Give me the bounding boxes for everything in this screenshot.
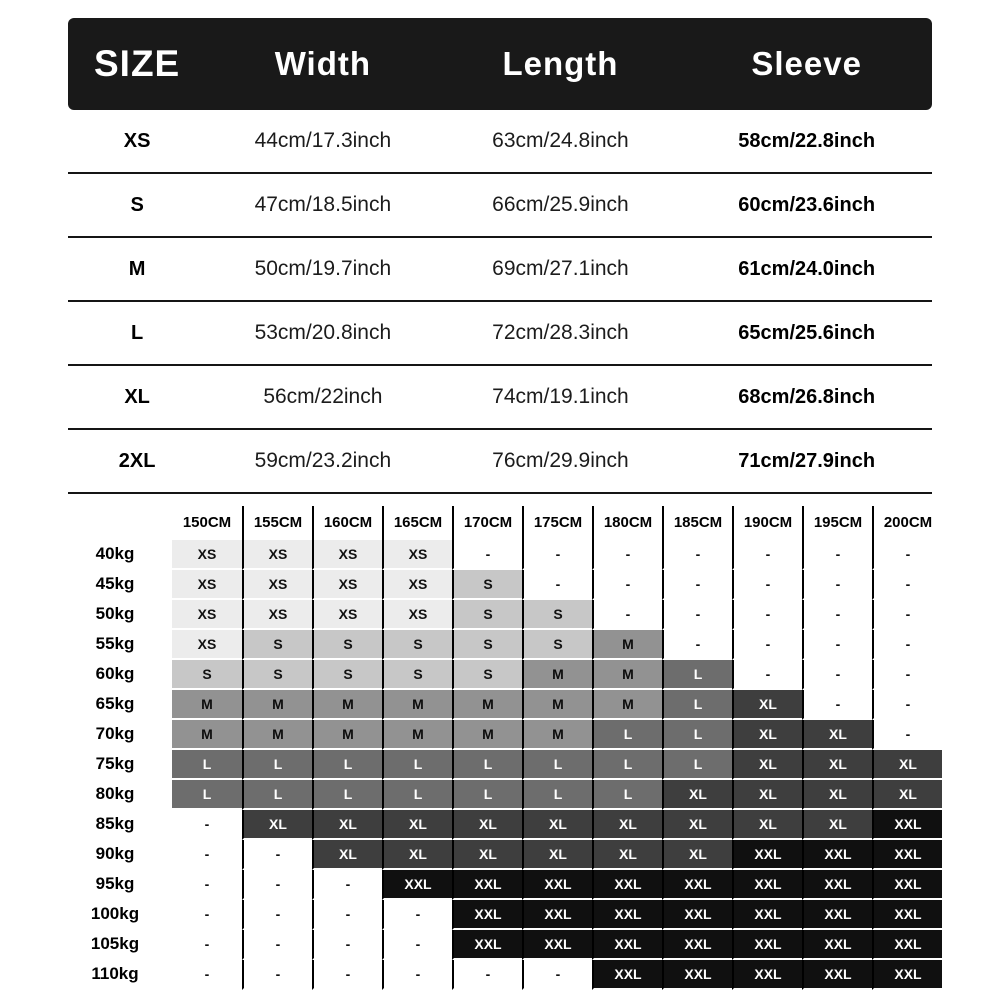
fit-cell-size-XS: XS: [242, 600, 312, 630]
fit-cell-size-L: L: [662, 660, 732, 690]
corner-cell: [58, 506, 172, 540]
fit-cell-empty: -: [242, 870, 312, 900]
fit-cell-empty: -: [172, 930, 242, 960]
size-row-XL: [68, 366, 932, 430]
fit-cell-size-M: M: [242, 690, 312, 720]
sleeve-value: 58cm/22.8inch: [738, 129, 876, 152]
size-label: L: [131, 321, 144, 344]
weight-label-80kg: 80kg: [58, 780, 172, 810]
size-row-M: [68, 238, 932, 302]
size-label: M: [128, 257, 146, 280]
header-sleeve-label: Sleeve: [751, 45, 862, 82]
fit-cell-size-XL: XL: [592, 810, 662, 840]
height-header-150cm: 150CM: [182, 514, 232, 531]
fit-cell-size-L: L: [242, 750, 312, 780]
fit-cell-size-M: M: [522, 690, 592, 720]
fit-cell-size-S: S: [382, 630, 452, 660]
fit-cell-size-XL: XL: [662, 810, 732, 840]
fit-cell-size-XL: XL: [732, 720, 802, 750]
height-weight-size-matrix: [58, 506, 942, 990]
size-label: S: [130, 193, 144, 216]
fit-cell-size-XXL: XXL: [802, 960, 872, 990]
fit-cell-size-M: M: [382, 690, 452, 720]
fit-cell-size-XL: XL: [312, 810, 382, 840]
fit-cell-empty: -: [242, 930, 312, 960]
fit-cell-empty: -: [872, 630, 942, 660]
fit-cell-empty: -: [312, 930, 382, 960]
fit-cell-size-XXL: XXL: [872, 960, 942, 990]
fit-cell-empty: -: [872, 690, 942, 720]
fit-row-50kg: [58, 600, 942, 630]
fit-cell-size-XS: XS: [172, 630, 242, 660]
fit-cell-size-XS: XS: [172, 570, 242, 600]
fit-row-60kg: [58, 660, 942, 690]
fit-cell-empty: -: [802, 600, 872, 630]
fit-cell-empty: -: [242, 900, 312, 930]
header-length-label: Length: [502, 45, 619, 82]
weight-label-60kg: 60kg: [58, 660, 172, 690]
fit-cell-size-XS: XS: [382, 540, 452, 570]
fit-cell-size-XXL: XXL: [872, 870, 942, 900]
fit-row-105kg: [58, 930, 942, 960]
fit-cell-empty: -: [732, 540, 802, 570]
fit-cell-size-L: L: [242, 780, 312, 810]
fit-cell-empty: -: [242, 960, 312, 990]
fit-cell-size-XS: XS: [242, 540, 312, 570]
sleeve-value: 65cm/25.6inch: [738, 321, 876, 344]
sleeve-value: 61cm/24.0inch: [738, 257, 876, 280]
fit-cell-size-L: L: [312, 780, 382, 810]
fit-cell-empty: -: [172, 960, 242, 990]
fit-cell-size-L: L: [662, 720, 732, 750]
size-label: XS: [123, 129, 151, 152]
height-header-190cm: 190CM: [732, 506, 802, 540]
fit-cell-empty: -: [732, 570, 802, 600]
fit-cell-empty: -: [802, 570, 872, 600]
weight-label-90kg: 90kg: [58, 840, 172, 870]
length-value: 74cm/19.1inch: [492, 385, 629, 408]
fit-cell-size-XXL: XXL: [592, 930, 662, 960]
fit-row-95kg: [58, 870, 942, 900]
fit-cell-empty: -: [522, 960, 592, 990]
width-value: 59cm/23.2inch: [254, 449, 392, 472]
fit-cell-size-XS: XS: [382, 600, 452, 630]
fit-cell-size-S: S: [522, 630, 592, 660]
fit-cell-size-L: L: [592, 750, 662, 780]
fit-cell-size-XXL: XXL: [802, 840, 872, 870]
fit-cell-empty: -: [172, 900, 242, 930]
fit-cell-size-XXL: XXL: [662, 900, 732, 930]
height-header-180cm: 180CM: [592, 506, 662, 540]
fit-cell-empty: -: [382, 900, 452, 930]
fit-cell-size-XXL: XXL: [522, 870, 592, 900]
fit-cell-size-XL: XL: [872, 780, 942, 810]
fit-cell-size-XXL: XXL: [522, 900, 592, 930]
header-size-label: SIZE: [93, 43, 181, 84]
fit-cell-size-XXL: XXL: [592, 870, 662, 900]
fit-cell-size-XXL: XXL: [732, 840, 802, 870]
fit-cell-size-L: L: [172, 780, 242, 810]
fit-cell-size-XXL: XXL: [662, 930, 732, 960]
fit-cell-size-M: M: [312, 690, 382, 720]
fit-cell-size-XXL: XXL: [452, 870, 522, 900]
fit-cell-empty: -: [802, 540, 872, 570]
fit-cell-size-L: L: [592, 780, 662, 810]
fit-cell-size-XXL: XXL: [872, 900, 942, 930]
fit-cell-empty: -: [732, 660, 802, 690]
weight-label-105kg: 105kg: [58, 930, 172, 960]
size-label: 2XL: [118, 449, 156, 472]
weight-label-40kg: 40kg: [58, 540, 172, 570]
fit-cell-size-L: L: [662, 750, 732, 780]
fit-cell-size-XL: XL: [732, 750, 802, 780]
fit-cell-empty: -: [872, 570, 942, 600]
fit-cell-empty: -: [592, 540, 662, 570]
weight-label-50kg: 50kg: [58, 600, 172, 630]
fit-cell-size-S: S: [452, 570, 522, 600]
fit-cell-size-XXL: XXL: [382, 870, 452, 900]
size-label: XL: [124, 385, 150, 408]
fit-cell-size-XL: XL: [452, 840, 522, 870]
fit-row-80kg: [58, 780, 942, 810]
garment-size-table: [68, 18, 932, 494]
fit-cell-size-L: L: [172, 750, 242, 780]
weight-label-70kg: 70kg: [58, 720, 172, 750]
fit-cell-empty: -: [802, 630, 872, 660]
fit-cell-size-XXL: XXL: [802, 930, 872, 960]
fit-row-40kg: [58, 540, 942, 570]
fit-cell-empty: -: [872, 660, 942, 690]
fit-cell-size-S: S: [242, 660, 312, 690]
fit-cell-size-XXL: XXL: [452, 900, 522, 930]
fit-cell-size-XXL: XXL: [732, 930, 802, 960]
fit-cell-size-XXL: XXL: [592, 960, 662, 990]
fit-cell-size-L: L: [382, 780, 452, 810]
fit-cell-size-XL: XL: [802, 780, 872, 810]
fit-cell-size-L: L: [522, 780, 592, 810]
fit-cell-empty: -: [522, 540, 592, 570]
weight-label-85kg: 85kg: [58, 810, 172, 840]
fit-cell-size-S: S: [312, 660, 382, 690]
fit-cell-size-L: L: [452, 750, 522, 780]
width-value: 50cm/19.7inch: [254, 257, 392, 280]
weight-label-95kg: 95kg: [58, 870, 172, 900]
fit-cell-empty: -: [522, 570, 592, 600]
fit-cell-size-L: L: [662, 690, 732, 720]
fit-cell-size-M: M: [172, 690, 242, 720]
fit-cell-size-XXL: XXL: [732, 870, 802, 900]
size-row-2XL: [68, 430, 932, 494]
width-value: 56cm/22inch: [263, 385, 383, 408]
fit-cell-empty: -: [592, 570, 662, 600]
weight-label-110kg: 110kg: [58, 960, 172, 990]
fit-row-55kg: [58, 630, 942, 660]
sleeve-value: 68cm/26.8inch: [738, 385, 876, 408]
fit-cell-size-XXL: XXL: [732, 960, 802, 990]
fit-cell-size-L: L: [592, 720, 662, 750]
fit-cell-size-XXL: XXL: [452, 930, 522, 960]
header-width-label: Width: [274, 45, 372, 82]
fit-cell-empty: -: [172, 840, 242, 870]
size-row-S: [68, 174, 932, 238]
fit-cell-size-M: M: [522, 660, 592, 690]
fit-cell-empty: -: [172, 810, 242, 840]
fit-cell-size-XXL: XXL: [662, 960, 732, 990]
size-row-L: [68, 302, 932, 366]
fit-cell-size-XL: XL: [662, 780, 732, 810]
fit-cell-empty: -: [802, 690, 872, 720]
size-row-XS: [68, 110, 932, 174]
weight-label-100kg: 100kg: [58, 900, 172, 930]
length-value: 72cm/28.3inch: [492, 321, 629, 344]
weight-label-55kg: 55kg: [58, 630, 172, 660]
height-header-155cm: 155CM: [242, 506, 312, 540]
fit-cell-size-M: M: [382, 720, 452, 750]
length-value: 76cm/29.9inch: [492, 449, 629, 472]
fit-cell-size-M: M: [592, 630, 662, 660]
fit-cell-size-XL: XL: [522, 840, 592, 870]
fit-cell-size-XL: XL: [802, 720, 872, 750]
fit-cell-size-XXL: XXL: [592, 900, 662, 930]
fit-cell-empty: -: [592, 600, 662, 630]
fit-cell-size-XS: XS: [312, 540, 382, 570]
fit-cell-size-XS: XS: [242, 570, 312, 600]
height-header-175cm: 175CM: [522, 506, 592, 540]
fit-cell-size-XL: XL: [312, 840, 382, 870]
fit-cell-size-M: M: [522, 720, 592, 750]
fit-cell-size-S: S: [382, 660, 452, 690]
fit-cell-size-S: S: [452, 600, 522, 630]
fit-cell-empty: -: [872, 720, 942, 750]
fit-cell-empty: -: [662, 630, 732, 660]
size-table-body: [68, 110, 932, 494]
height-header-170cm: 170CM: [452, 506, 522, 540]
fit-cell-empty: -: [242, 840, 312, 870]
fit-cell-size-XL: XL: [732, 780, 802, 810]
fit-cell-empty: -: [452, 540, 522, 570]
weight-label-45kg: 45kg: [58, 570, 172, 600]
fit-cell-size-XL: XL: [382, 810, 452, 840]
fit-cell-empty: -: [872, 540, 942, 570]
fit-cell-size-XS: XS: [312, 570, 382, 600]
fit-cell-size-XS: XS: [312, 600, 382, 630]
fit-cell-size-XS: XS: [382, 570, 452, 600]
height-header-195cm: 195CM: [802, 506, 872, 540]
fit-cell-size-XL: XL: [732, 690, 802, 720]
fit-cell-size-M: M: [172, 720, 242, 750]
fit-row-45kg: [58, 570, 942, 600]
fit-cell-empty: -: [662, 570, 732, 600]
fit-cell-size-XS: XS: [172, 600, 242, 630]
fit-row-110kg: [58, 960, 942, 990]
fit-cell-size-XL: XL: [452, 810, 522, 840]
fit-cell-empty: -: [662, 600, 732, 630]
fit-cell-size-XXL: XXL: [802, 900, 872, 930]
fit-cell-size-M: M: [452, 690, 522, 720]
fit-cell-empty: -: [172, 870, 242, 900]
fit-cell-size-S: S: [522, 600, 592, 630]
fit-row-85kg: [58, 810, 942, 840]
fit-cell-size-XL: XL: [732, 810, 802, 840]
fit-cell-size-M: M: [452, 720, 522, 750]
fit-header-row: [58, 506, 942, 540]
fit-cell-size-XL: XL: [802, 750, 872, 780]
fit-cell-size-XL: XL: [802, 810, 872, 840]
length-value: 63cm/24.8inch: [492, 129, 629, 152]
fit-cell-size-L: L: [382, 750, 452, 780]
fit-cell-empty: -: [312, 870, 382, 900]
fit-cell-empty: -: [732, 600, 802, 630]
width-value: 53cm/20.8inch: [254, 321, 392, 344]
fit-cell-empty: -: [382, 930, 452, 960]
fit-cell-size-XXL: XXL: [872, 810, 942, 840]
fit-matrix-grid: [58, 506, 942, 990]
fit-cell-size-S: S: [242, 630, 312, 660]
fit-cell-empty: -: [872, 600, 942, 630]
fit-cell-size-XL: XL: [382, 840, 452, 870]
fit-cell-size-S: S: [312, 630, 382, 660]
fit-row-100kg: [58, 900, 942, 930]
fit-cell-size-XXL: XXL: [732, 900, 802, 930]
fit-cell-empty: -: [382, 960, 452, 990]
fit-cell-empty: -: [802, 660, 872, 690]
fit-row-65kg: [58, 690, 942, 720]
height-header-200cm: 200CM: [872, 506, 942, 540]
weight-label-65kg: 65kg: [58, 690, 172, 720]
fit-cell-size-XXL: XXL: [662, 870, 732, 900]
fit-cell-size-S: S: [452, 660, 522, 690]
fit-cell-size-XL: XL: [872, 750, 942, 780]
height-header-160cm: 160CM: [312, 506, 382, 540]
height-header-165cm: 165CM: [382, 506, 452, 540]
fit-cell-size-L: L: [452, 780, 522, 810]
fit-cell-size-XL: XL: [522, 810, 592, 840]
fit-cell-empty: -: [312, 900, 382, 930]
length-value: 66cm/25.9inch: [492, 193, 629, 216]
fit-cell-empty: -: [732, 630, 802, 660]
fit-cell-empty: -: [662, 540, 732, 570]
fit-cell-size-S: S: [172, 660, 242, 690]
fit-row-70kg: [58, 720, 942, 750]
fit-cell-size-M: M: [592, 660, 662, 690]
fit-row-75kg: [58, 750, 942, 780]
fit-cell-size-XXL: XXL: [802, 870, 872, 900]
fit-cell-size-L: L: [522, 750, 592, 780]
sleeve-value: 71cm/27.9inch: [738, 449, 876, 472]
fit-cell-size-L: L: [312, 750, 382, 780]
fit-cell-size-XXL: XXL: [522, 930, 592, 960]
fit-cell-size-M: M: [242, 720, 312, 750]
fit-cell-size-S: S: [452, 630, 522, 660]
fit-cell-empty: -: [312, 960, 382, 990]
fit-cell-size-XXL: XXL: [872, 930, 942, 960]
fit-cell-empty: -: [452, 960, 522, 990]
fit-cell-size-XL: XL: [242, 810, 312, 840]
fit-cell-size-XL: XL: [662, 840, 732, 870]
width-value: 47cm/18.5inch: [254, 193, 392, 216]
width-value: 44cm/17.3inch: [254, 129, 392, 152]
fit-cell-size-XS: XS: [172, 540, 242, 570]
fit-row-90kg: [58, 840, 942, 870]
sleeve-value: 60cm/23.6inch: [738, 193, 876, 216]
fit-cell-size-M: M: [312, 720, 382, 750]
weight-label-75kg: 75kg: [58, 750, 172, 780]
length-value: 69cm/27.1inch: [492, 257, 629, 280]
fit-cell-size-XXL: XXL: [872, 840, 942, 870]
size-table-header: [68, 18, 932, 110]
height-header-185cm: 185CM: [662, 506, 732, 540]
fit-cell-size-M: M: [592, 690, 662, 720]
fit-cell-size-XL: XL: [592, 840, 662, 870]
